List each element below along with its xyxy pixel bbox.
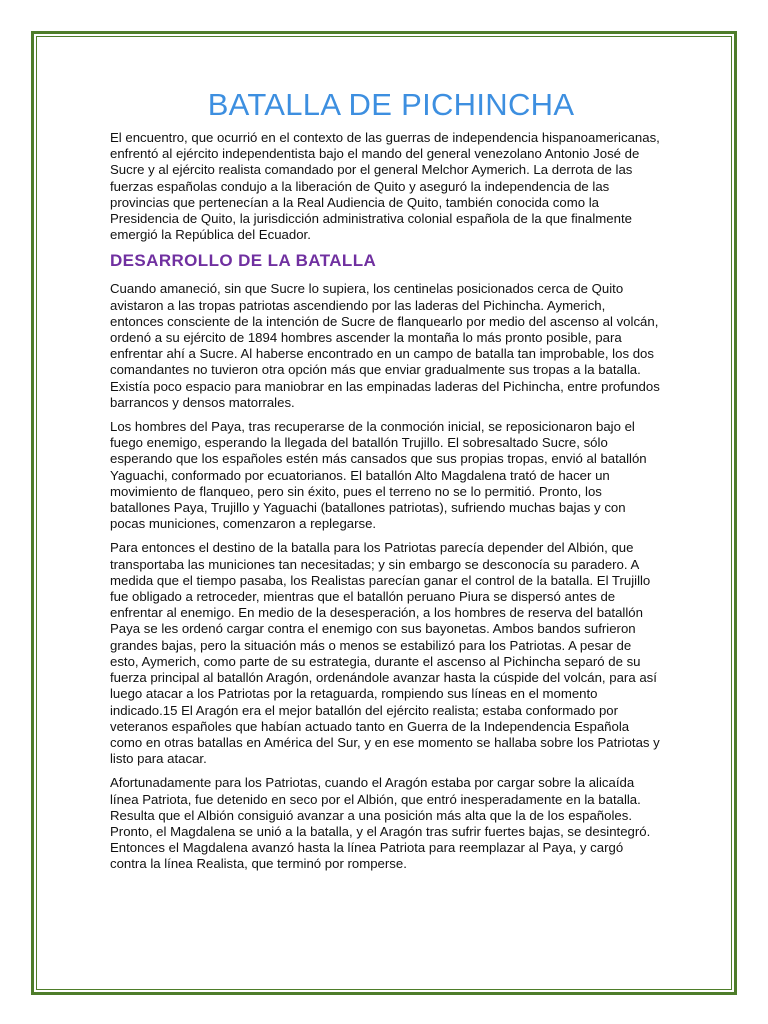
document-body	[110, 84, 662, 881]
body-paragraph-4: Afortunadamente para los Patriotas, cuando el Aragón estaba por cargar sobre la alicaída línea Patriota, fue detenido en seco por el Albión, que entró inesperadamente en la batalla. Resulta que el Albión consiguió avanzar a una posición más alta que la de los españoles. Pronto, el Magdalena se unió a la batalla, y el Aragón tras sufrir fuertes bajas, se desintegró. Entonces el Magdalena avanzó hasta la línea Patriota para reemplazar al Paya, y cargó contra la línea Realista, que terminó por romperse.	[110, 775, 651, 872]
body-paragraph-1: Cuando amaneció, sin que Sucre lo supiera, los centinelas posicionados cerca de Quito avistaron a las tropas patriotas ascendiendo por las laderas del Pichincha. Aymerich, entonces consciente de la intención de Sucre de flanquearlo por medio del ascenso al volcán, ordenó a su ejército de 1894 hombres ascender la montaña lo más pronto posible, para enfrentar ahí a Sucre. Al haberse encontrado en un campo de batalla tan improbable, los dos comandantes no tuvieron otra opción más que enviar gradualmente sus tropas a la batalla. Existía poco espacio para maniobrar en las empinadas laderas del Pichincha, entre profundos barrancos y densos matorrales.	[110, 281, 660, 410]
section-heading: DESARROLLO DE LA BATALLA	[110, 251, 377, 271]
intro-paragraph: El encuentro, que ocurrió en el contexto de las guerras de independencia hispanoamericanas, enfrentó al ejército independentista bajo el mando del general venezolano Antonio José de Sucre y al ejército realista comandado por el general Melchor Aymerich. La derrota de las fuerzas españolas condujo a la liberación de Quito y aseguró la independencia de las provincias que pertenecían a la Real Audiencia de Quito, también conocida como la Presidencia de Quito, la jurisdicción administrativa colonial española de la que finalmente emergió la República del Ecuador.	[110, 130, 660, 243]
body-paragraph-2: Los hombres del Paya, tras recuperarse de la conmoción inicial, se reposicionaron bajo el fuego enemigo, esperando la llegada del batallón Trujillo. El sobresaltado Sucre, sólo esperando que los españoles estén más cansados que sus propias tropas, envió al batallón Yaguachi, conformado por ecuatorianos. El batallón Alto Magdalena trató de hacer un movimiento de flanqueo, pero sin éxito, pues el terreno no se lo permitió. Pronto, los batallones Paya, Trujillo y Yaguachi (batallones patriotas), sufriendo muchas bajas y con pocas municiones, comenzaron a replegarse.	[110, 419, 647, 532]
body-paragraph-3: Para entonces el destino de la batalla para los Patriotas parecía depender del Albión, que transportaba las municiones tan necesitadas; y sin embargo se desconocía su paradero. A medida que el tiempo pasaba, los Realistas parecían ganar el control de la batalla. El Trujillo fue obligado a retroceder, mientras que el batallón peruano Piura se dispersó antes de enfrentar al enemigo. En medio de la desesperación, a los hombres de reserva del batallón Paya se les ordenó cargar contra el enemigo con sus bayonetas. Ambos bandos sufrieron grandes bajas, pero la situación más o menos se estabilizó para los Patriotas. A pesar de esto, Aymerich, como parte de su estrategia, durante el ascenso al Pichincha separó de su fuerza principal al batallón Aragón, ordenándole avanzar hasta la cúspide del volcán, para así luego atacar a los Patriotas por la retaguarda, rompiendo sus líneas en el momento indicado.15 El Aragón era el mejor batallón del ejército realista; estaba conformado por veteranos españoles que habían actuado tanto en Guerra de la Independencia Española como en otras batallas en América del Sur, y en ese momento se hallaba sobre los Patriotas y listo para atacar.	[110, 540, 660, 767]
document-title: BATALLA DE PICHINCHA	[207, 87, 575, 122]
